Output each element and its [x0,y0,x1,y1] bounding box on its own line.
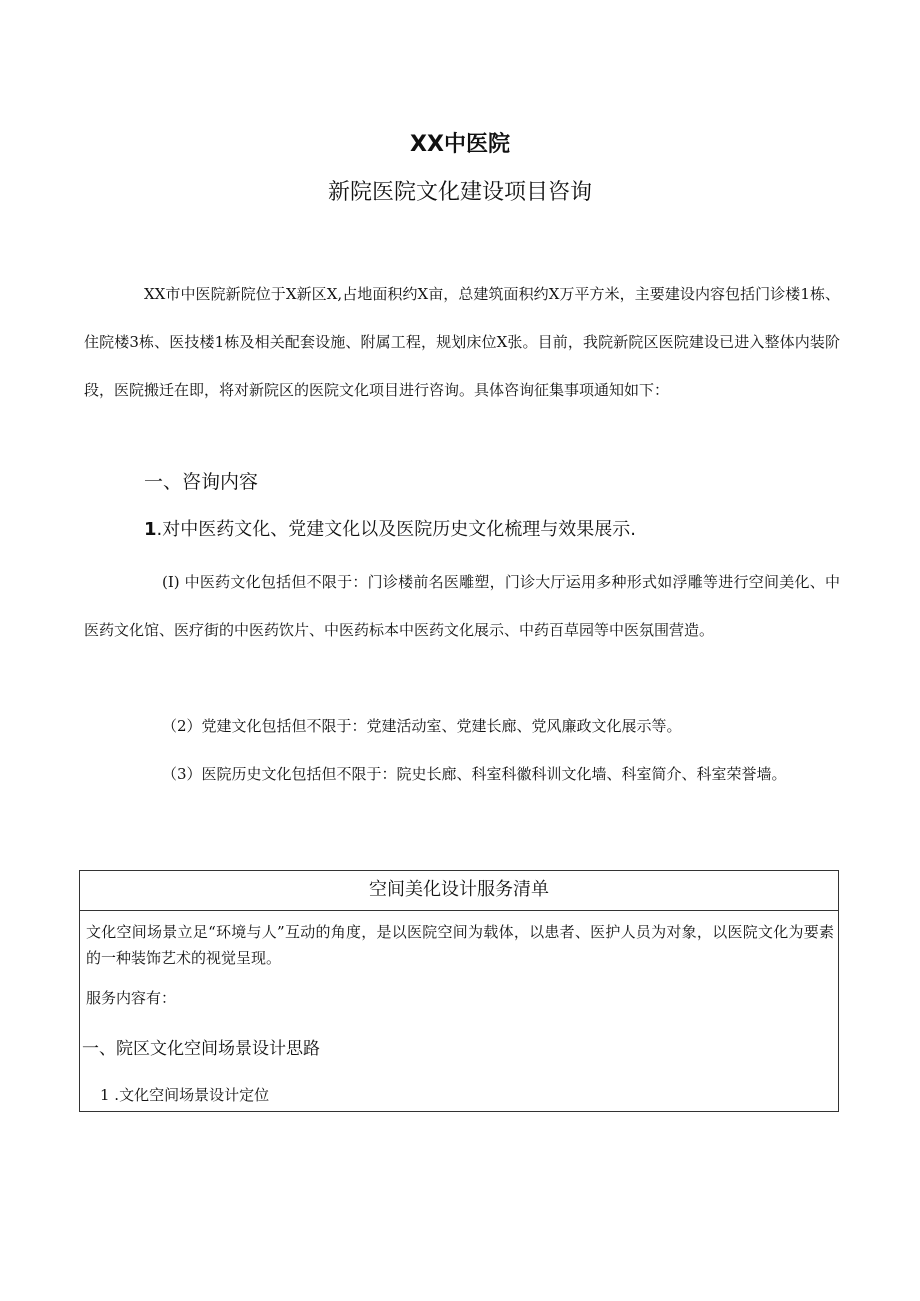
intro-paragraph: XX市中医院新院位于X新区X,占地面积约X亩，总建筑面积约X万平方米，主要建设内容包括门诊楼1栋、住院楼3栋、医技楼1栋及相关配套设施、附属工程，规划床位X张。目前，我院新院区医院建设已进入整体内装阶段，医院搬迁在即，将对新院区的医院文化项目进行咨询。具体咨询征集事项通知如下： [84,285,840,399]
service-box-services-label: 服务内容有： [86,989,177,1007]
service-list-box [79,870,839,1112]
section-heading-consult-content: 一、咨询内容 [144,471,259,493]
subsection-heading-culture [144,513,636,547]
service-box-title: 空间美化设计服务清单 [369,879,549,900]
service-box-section-heading: 一、院区文化空间场景设计思路 [82,1039,320,1059]
item-tcm-culture: (I) 中医药文化包括但不限于：门诊楼前名医雕塑，门诊大厅运用多种形式如浮雕等进行空间美化、中医药文化馆、医疗街的中医药饮片、中医药标本中医药文化展示、中药百草园等中医氛围营造。 [84,573,840,639]
service-box-item: 1 .文化空间场景设计定位 [100,1086,270,1104]
service-box-divider [80,910,838,911]
document-title-line1: XX中医院 [410,132,510,157]
item-hospital-history: （3）医院历史文化包括但不限于：院史长廊、科室科徽科训文化墙、科室简介、科室荣誉墙。 [162,765,787,783]
service-box-description: 文化空间场景立足“环境与人”互动的角度，是以医院空间为载体，以患者、医护人员为对象，以医院文化为要素的一种装饰艺术的视觉呈现。 [86,923,834,967]
item-party-culture: （2）党建文化包括但不限于：党建活动室、党建长廊、党风廉政文化展示等。 [162,717,682,735]
document-title-line2: 新院医院文化建设项目咨询 [327,180,592,205]
subsection-text: .对中医药文化、党建文化以及医院历史文化梳理与效果展示. [156,519,636,540]
subsection-number: 1 [144,519,157,540]
